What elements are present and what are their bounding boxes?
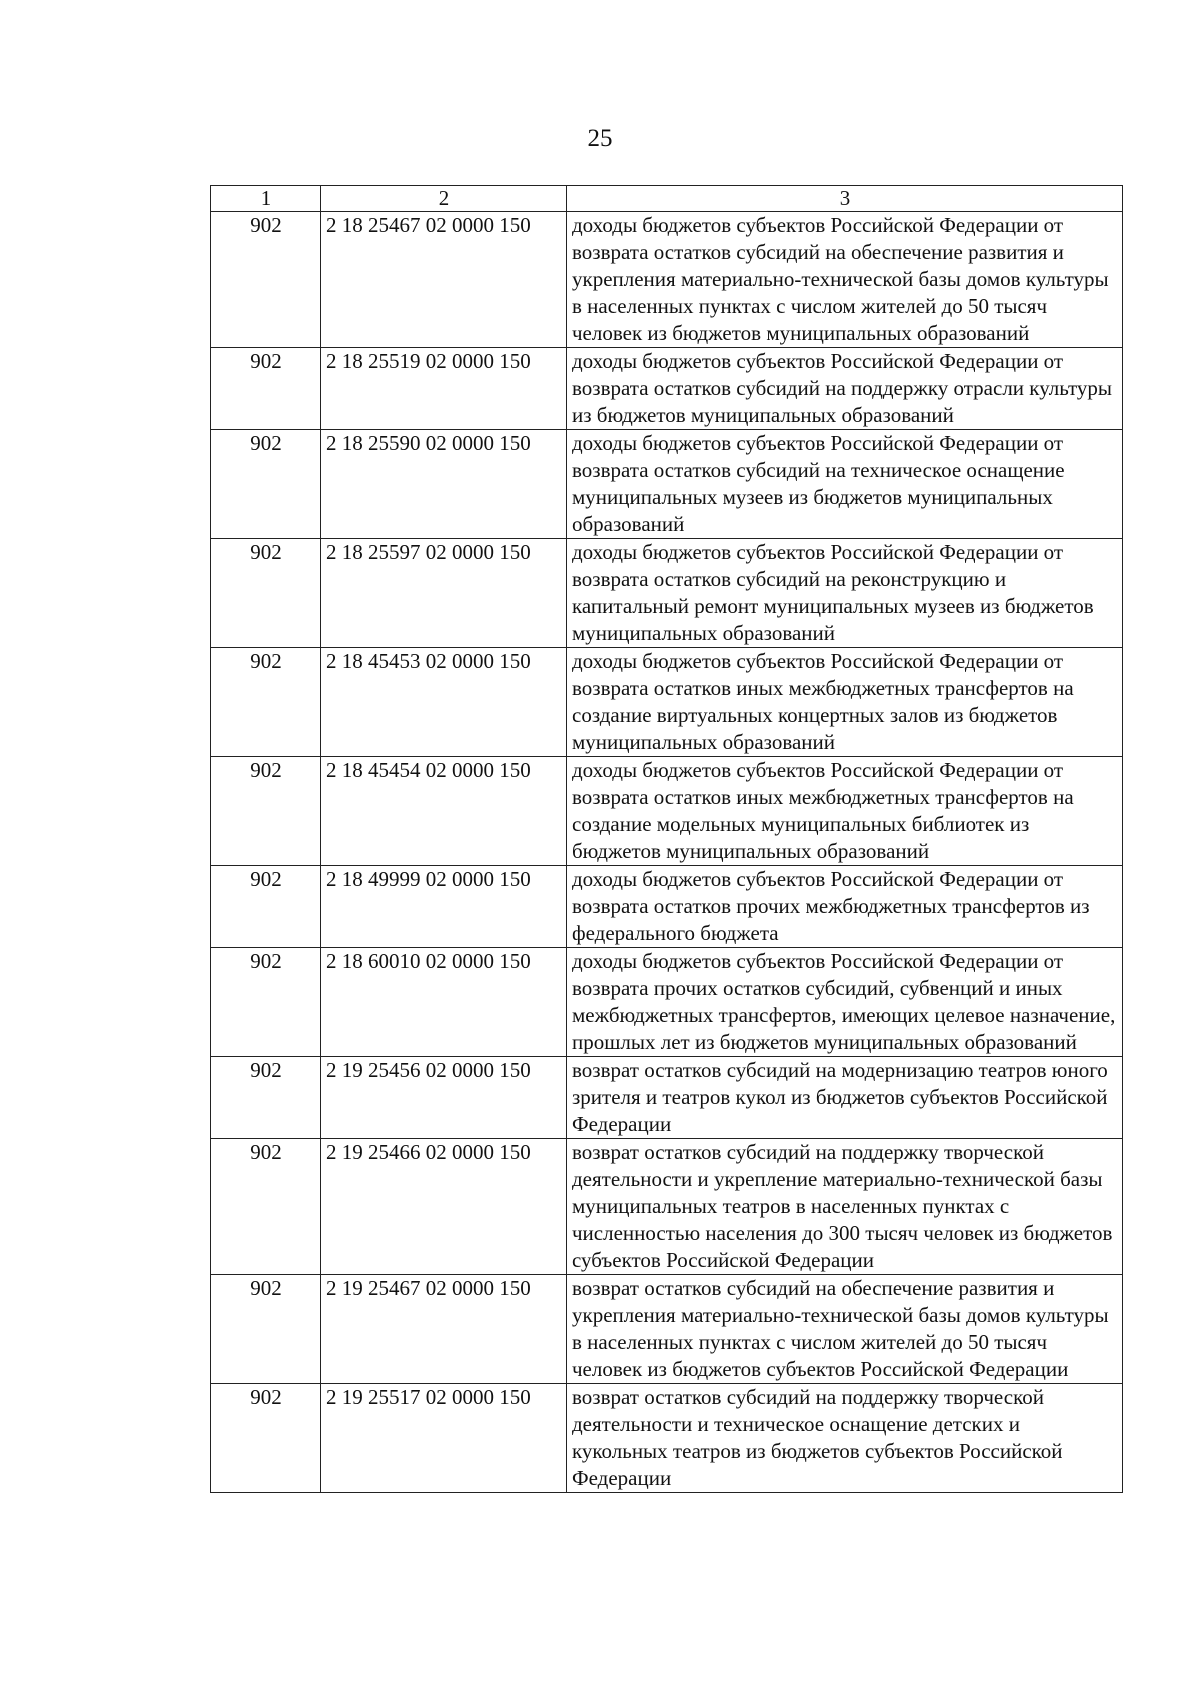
table-row [211, 212, 1123, 348]
budget-classification-code-cell: 2 18 45453 02 0000 150 [321, 648, 567, 757]
column-header-3: 3 [567, 186, 1123, 212]
table-row [211, 757, 1123, 866]
budget-classification-code-cell: 2 19 25456 02 0000 150 [321, 1057, 567, 1139]
budget-classification-code-cell: 2 18 25519 02 0000 150 [321, 348, 567, 430]
budget-classification-code-cell: 2 19 25517 02 0000 150 [321, 1384, 567, 1493]
budget-classification-code-cell: 2 18 49999 02 0000 150 [321, 866, 567, 948]
table-row [211, 648, 1123, 757]
revenue-description-cell: возврат остатков субсидий на поддержку творческой деятельности и укрепление материально-технической базы муниципальных театров в населенных пунктах с численностью населения до 300 тысяч человек из бюджетов субъектов Российской Федерации [567, 1139, 1123, 1275]
revenue-description-cell: доходы бюджетов субъектов Российской Федерации от возврата остатков субсидий на техническое оснащение муниципальных музеев из бюджетов муниципальных образований [567, 430, 1123, 539]
table-row [211, 1139, 1123, 1275]
table-row [211, 948, 1123, 1057]
admin-code-cell: 902 [211, 348, 321, 430]
revenue-description-cell: доходы бюджетов субъектов Российской Федерации от возврата остатков субсидий на обеспечение развития и укрепления материально-технической базы домов культуры в населенных пунктах с числом жителей до 50 тысяч человек из бюджетов муниципальных образований [567, 212, 1123, 348]
page-number: 25 [587, 125, 613, 152]
revenue-description-cell: доходы бюджетов субъектов Российской Федерации от возврата прочих остатков субсидий, субвенций и иных межбюджетных трансфертов, имеющих целевое назначение, прошлых лет из бюджетов муниципальных образований [567, 948, 1123, 1057]
revenue-description-cell: возврат остатков субсидий на модернизацию театров юного зрителя и театров кукол из бюджетов субъектов Российской Федерации [567, 1057, 1123, 1139]
admin-code-cell: 902 [211, 1275, 321, 1384]
admin-code-cell: 902 [211, 866, 321, 948]
table-row [211, 866, 1123, 948]
admin-code-cell: 902 [211, 1057, 321, 1139]
budget-classification-code-cell: 2 18 25590 02 0000 150 [321, 430, 567, 539]
revenue-description-cell: доходы бюджетов субъектов Российской Федерации от возврата остатков прочих межбюджетных трансфертов из федерального бюджета [567, 866, 1123, 948]
column-header-1: 1 [211, 186, 321, 212]
budget-code-table [210, 185, 1123, 1493]
table-row [211, 430, 1123, 539]
budget-classification-code-cell: 2 18 45454 02 0000 150 [321, 757, 567, 866]
table-header-row [211, 186, 1123, 212]
admin-code-cell: 902 [211, 212, 321, 348]
table-row [211, 1384, 1123, 1493]
column-header-2: 2 [321, 186, 567, 212]
revenue-description-cell: доходы бюджетов субъектов Российской Федерации от возврата остатков иных межбюджетных трансфертов на создание виртуальных концертных залов из бюджетов муниципальных образований [567, 648, 1123, 757]
budget-classification-code-cell: 2 18 60010 02 0000 150 [321, 948, 567, 1057]
admin-code-cell: 902 [211, 648, 321, 757]
revenue-description-cell: доходы бюджетов субъектов Российской Федерации от возврата остатков субсидий на реконструкцию и капитальный ремонт муниципальных музеев из бюджетов муниципальных образований [567, 539, 1123, 648]
admin-code-cell: 902 [211, 430, 321, 539]
admin-code-cell: 902 [211, 1139, 321, 1275]
revenue-description-cell: возврат остатков субсидий на обеспечение развития и укрепления материально-технической базы домов культуры в населенных пунктах с числом жителей до 50 тысяч человек из бюджетов субъектов Российской Федерации [567, 1275, 1123, 1384]
revenue-description-cell: возврат остатков субсидий на поддержку творческой деятельности и техническое оснащение детских и кукольных театров из бюджетов субъектов Российской Федерации [567, 1384, 1123, 1493]
budget-classification-code-cell: 2 18 25597 02 0000 150 [321, 539, 567, 648]
admin-code-cell: 902 [211, 948, 321, 1057]
revenue-description-cell: доходы бюджетов субъектов Российской Федерации от возврата остатков иных межбюджетных трансфертов на создание модельных муниципальных библиотек из бюджетов муниципальных образований [567, 757, 1123, 866]
admin-code-cell: 902 [211, 757, 321, 866]
admin-code-cell: 902 [211, 539, 321, 648]
budget-classification-code-cell: 2 19 25466 02 0000 150 [321, 1139, 567, 1275]
table-row [211, 1057, 1123, 1139]
budget-classification-code-cell: 2 19 25467 02 0000 150 [321, 1275, 567, 1384]
revenue-description-cell: доходы бюджетов субъектов Российской Федерации от возврата остатков субсидий на поддержку отрасли культуры из бюджетов муниципальных образований [567, 348, 1123, 430]
admin-code-cell: 902 [211, 1384, 321, 1493]
table-row [211, 539, 1123, 648]
table-row [211, 348, 1123, 430]
table-row [211, 1275, 1123, 1384]
budget-classification-code-cell: 2 18 25467 02 0000 150 [321, 212, 567, 348]
